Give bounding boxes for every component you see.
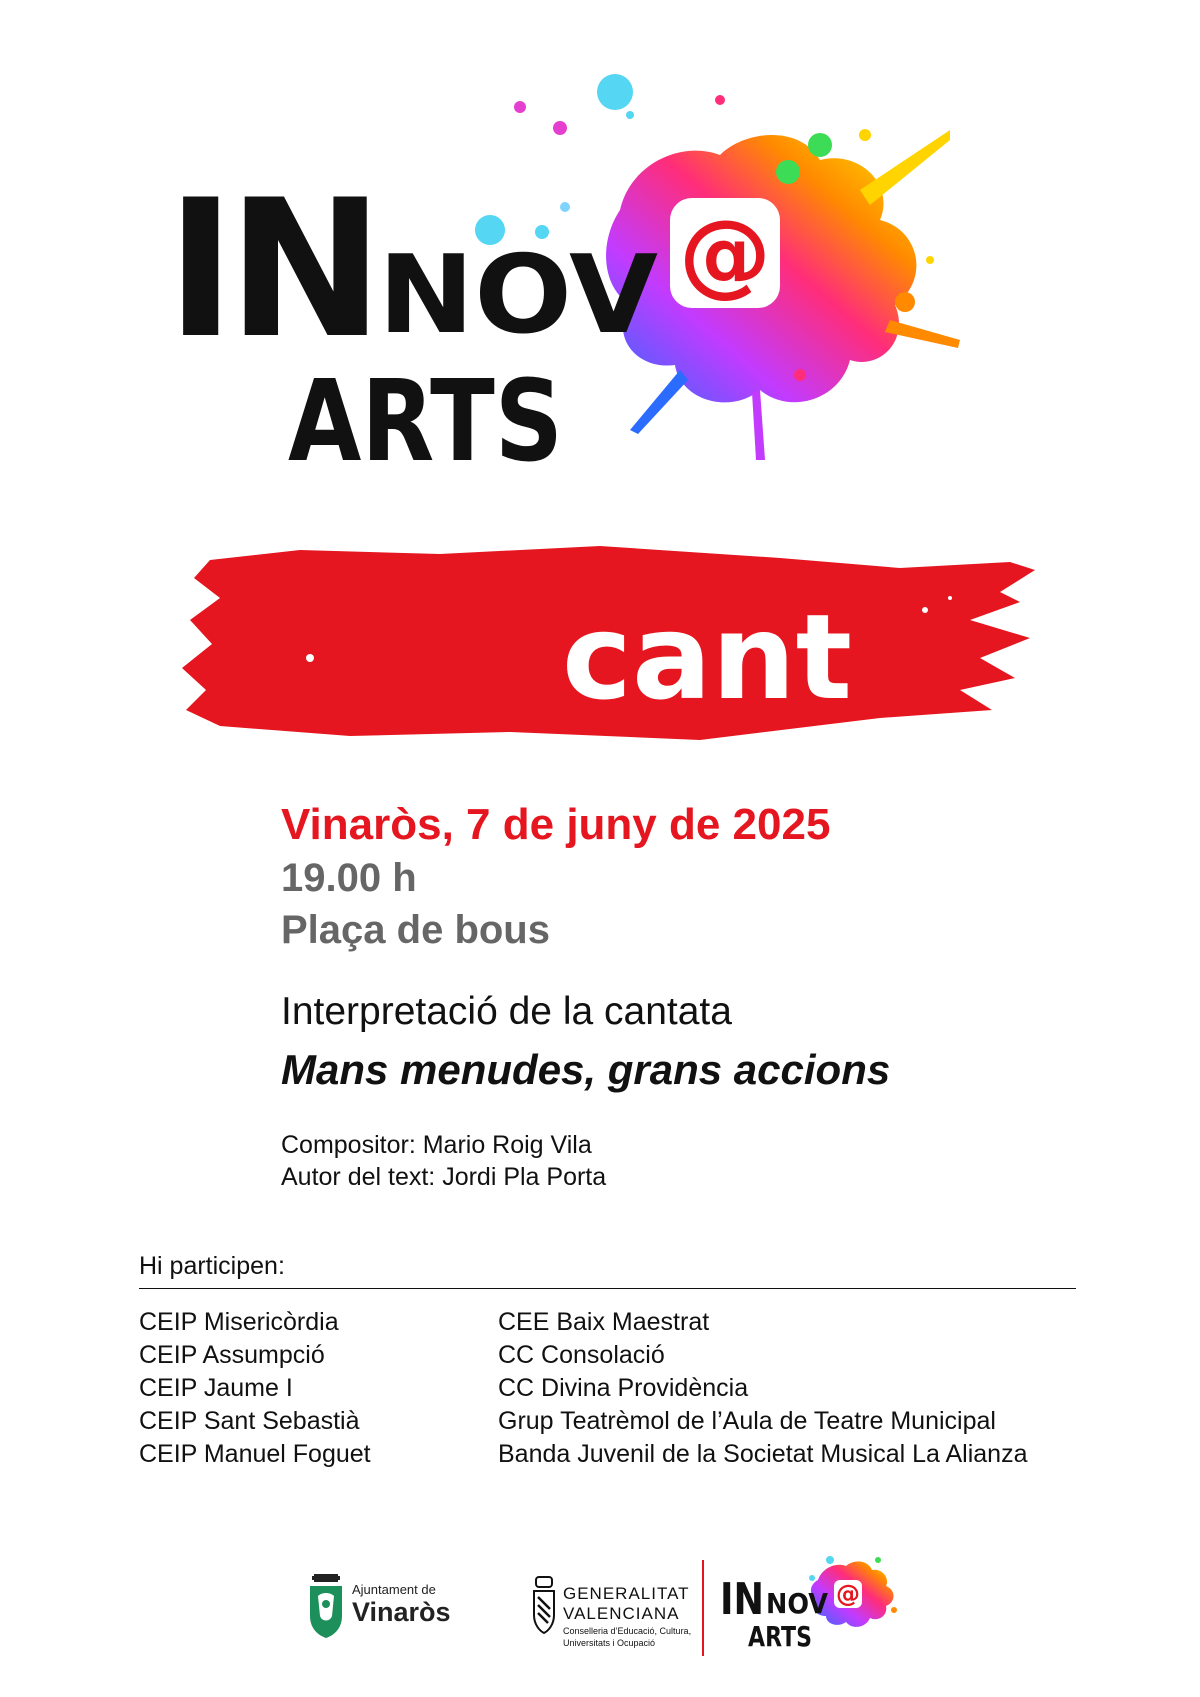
logo-word-in: IN: [166, 159, 376, 380]
conselleria-line2: Universitats i Ocupació: [563, 1638, 656, 1648]
vinaros-label-small: Ajuntament de: [352, 1582, 436, 1597]
at-symbol-mark: [670, 198, 780, 308]
banner-label: cant: [562, 588, 852, 726]
logo-word-nov: NOV: [378, 233, 659, 358]
event-date: Vinaròs, 7 de juny de 2025: [281, 800, 831, 849]
list-item: CEIP Manuel Foguet: [139, 1440, 371, 1468]
cantata-intro: Interpretació de la cantata: [281, 990, 732, 1033]
footer-logo-nov: NOV: [766, 1587, 829, 1620]
list-item: Grup Teatrèmol de l’Aula de Teatre Municipal: [498, 1407, 996, 1435]
generalitat-name-line1: GENERALITAT: [563, 1584, 690, 1603]
cantata-title: Mans menudes, grans accions: [281, 1046, 891, 1093]
list-item: CEIP Misericòrdia: [139, 1308, 339, 1336]
footer-separator: [702, 1560, 704, 1656]
footer-logo-in: IN: [720, 1574, 764, 1625]
generalitat-emblem-icon: [530, 1575, 558, 1637]
text-author-credit: Autor del text: Jordi Pla Porta: [281, 1163, 607, 1191]
list-item: CC Divina Providència: [498, 1374, 749, 1402]
participants-list-right: [498, 1306, 1028, 1471]
list-item: Banda Juvenil de la Societat Musical La Alianza: [498, 1440, 1028, 1468]
logo-word-arts: ARTS: [288, 357, 563, 487]
list-item: CEE Baix Maestrat: [498, 1308, 710, 1336]
event-place: Plaça de bous: [281, 908, 550, 952]
innovarts-logo: [160, 70, 1020, 550]
conselleria-line1: Conselleria d’Educació, Cultura,: [563, 1626, 692, 1636]
participants-list-left: [139, 1306, 371, 1471]
footer-logo-arts: ARTS: [748, 1620, 812, 1653]
list-item: CEIP Jaume I: [139, 1374, 293, 1402]
participants-heading: Hi participen:: [139, 1252, 285, 1280]
list-item: CC Consolació: [498, 1341, 665, 1369]
list-item: CEIP Sant Sebastià: [139, 1407, 360, 1435]
list-item: CEIP Assumpció: [139, 1341, 325, 1369]
cant-banner: [180, 540, 1040, 750]
at-symbol: @: [679, 200, 771, 307]
event-time: 19.00 h: [281, 856, 417, 900]
vinaros-shield-icon: [306, 1572, 346, 1642]
footer-at-symbol: @: [836, 1580, 860, 1608]
participants-divider: [139, 1288, 1076, 1289]
vinaros-label: Vinaròs: [352, 1597, 451, 1627]
composer-credit: Compositor: Mario Roig Vila: [281, 1131, 592, 1159]
generalitat-name-line2: VALENCIANA: [563, 1604, 680, 1623]
innovarts-footer-logo: [718, 1550, 908, 1660]
